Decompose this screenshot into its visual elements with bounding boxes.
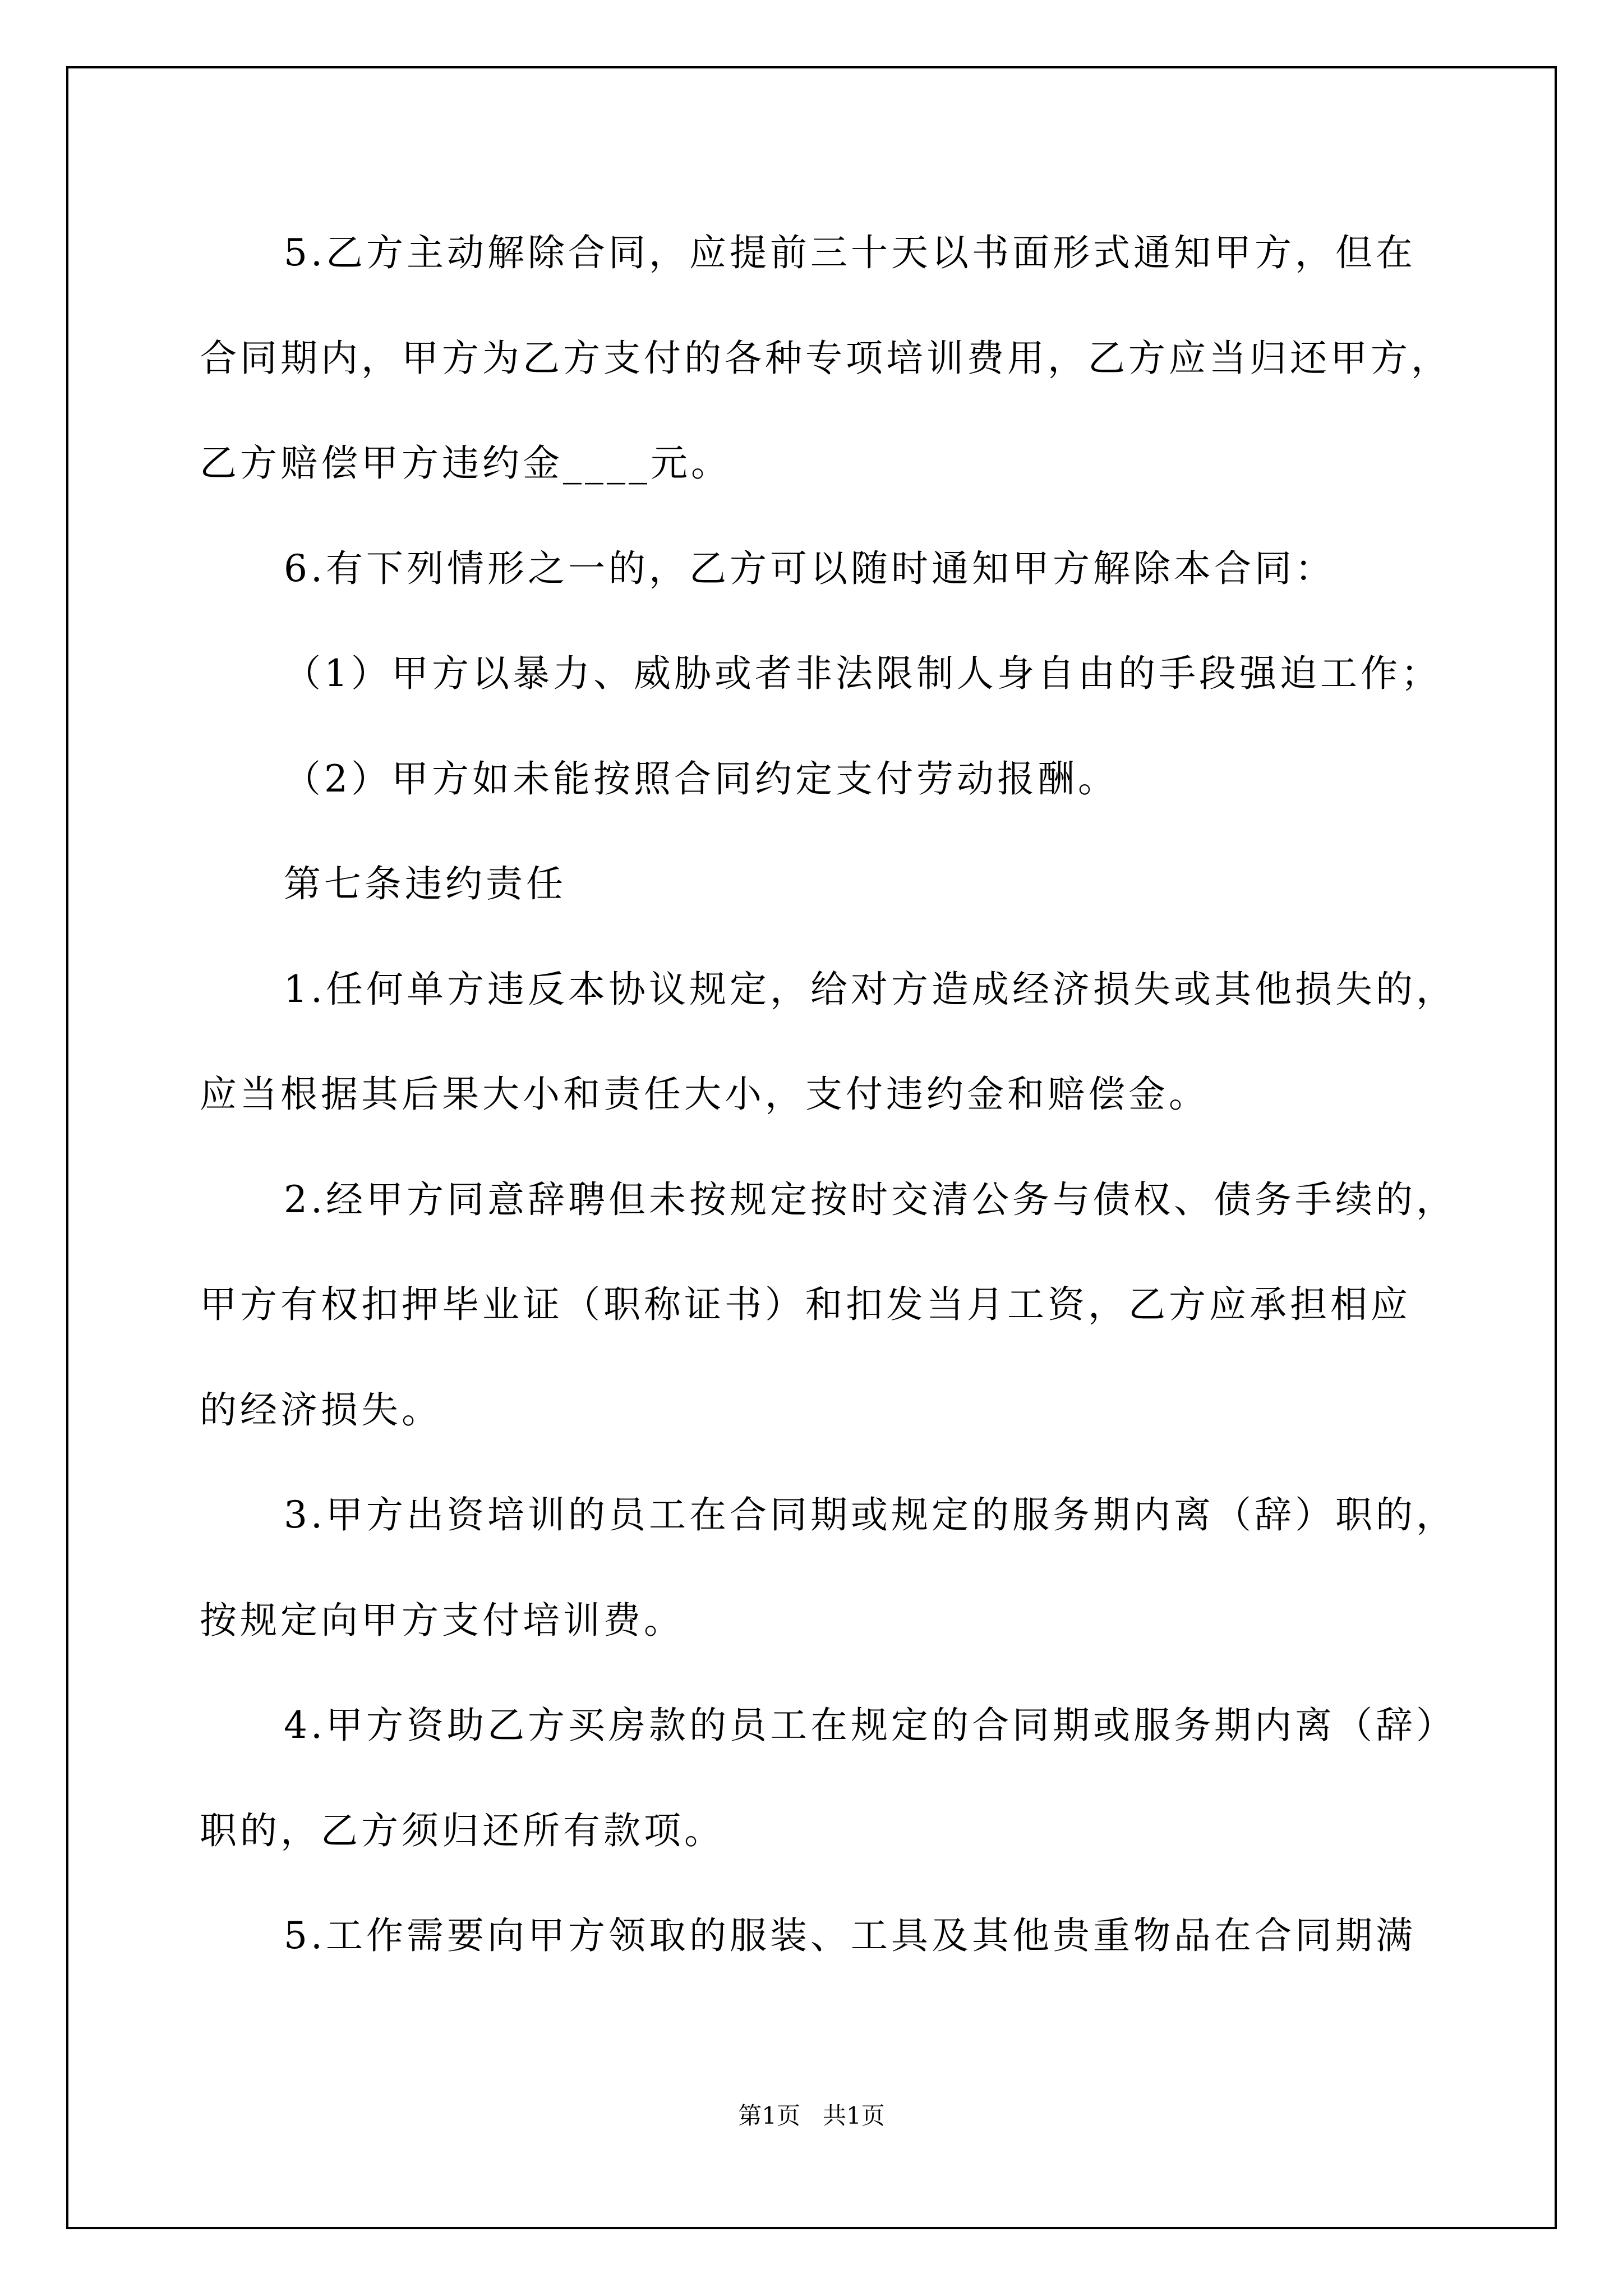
page-footer: 第1页 共1页 (738, 2102, 885, 2129)
text-line: （2）甲方如未能按照合同约定支付劳动报酬。 (284, 757, 1118, 800)
text-line: 第七条违约责任 (284, 862, 566, 905)
text-line: 5.工作需要向甲方领取的服装、工具及其他贵重物品在合同期满 (284, 1914, 1416, 1957)
text-line: 4.甲方资助乙方买房款的员工在规定的合同期或服务期内离（辞） (284, 1704, 1456, 1747)
text-line: 2.经甲方同意辞聘但未按规定按时交清公务与债权、债务手续的， (284, 1177, 1456, 1221)
text-line: 职的，乙方须归还所有款项。 (200, 1809, 725, 1852)
text-line: （1）甲方以暴力、威胁或者非法限制人身自由的手段强迫工作； (284, 652, 1441, 695)
text-line: 乙方赔偿甲方违约金____元。 (200, 441, 731, 485)
text-line: 按规定向甲方支付培训费。 (200, 1598, 684, 1642)
text-line: 甲方有权扣押毕业证（职称证书）和扣发当月工资，乙方应承担相应 (200, 1283, 1411, 1326)
document-body (200, 217, 1456, 2005)
text-line: 的经济损失。 (200, 1388, 442, 1432)
text-line: 1.任何单方违反本协议规定，给对方造成经济损失或其他损失的， (284, 967, 1456, 1011)
text-line: 6.有下列情形之一的，乙方可以随时通知甲方解除本合同： (284, 546, 1335, 590)
text-line: 合同期内，甲方为乙方支付的各种专项培训费用，乙方应当归还甲方， (200, 336, 1451, 380)
text-line: 3.甲方出资培训的员工在合同期或规定的服务期内离（辞）职的， (284, 1493, 1456, 1536)
text-line: 5.乙方主动解除合同，应提前三十天以书面形式通知甲方，但在 (284, 231, 1416, 274)
text-line: 应当根据其后果大小和责任大小，支付违约金和赔偿金。 (200, 1073, 1209, 1116)
